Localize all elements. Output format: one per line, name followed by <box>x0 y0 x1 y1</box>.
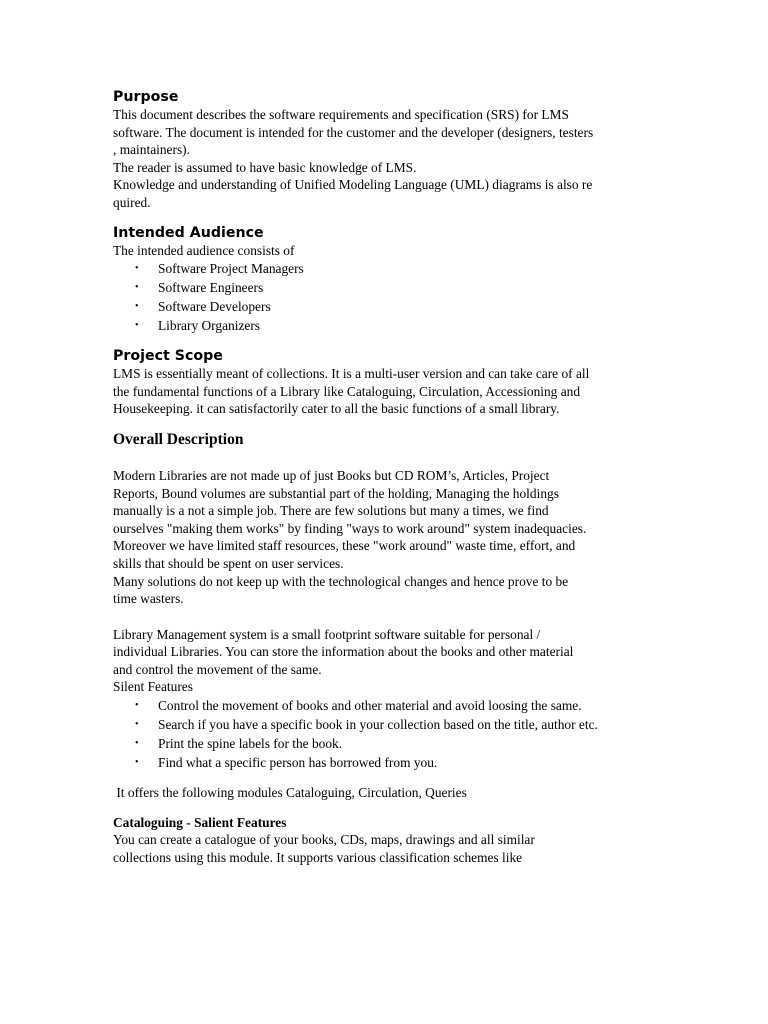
text-line: ourselves "making them works" by finding "ways to work around" system inadequacies. <box>113 520 587 536</box>
text-line: Library Management system is a small footprint software suitable for personal / <box>113 626 541 642</box>
bullet-icon: • <box>135 757 139 769</box>
bullet-icon: • <box>135 700 139 712</box>
audience-intro: The intended audience consists of <box>113 242 295 258</box>
scope-paragraph <box>113 365 658 418</box>
bullet-icon: • <box>135 738 139 750</box>
bullet-icon: • <box>135 263 139 275</box>
project-scope-heading: Project Scope <box>113 348 223 365</box>
text-line: time wasters. <box>113 591 184 607</box>
cataloguing-heading: Cataloguing - Salient Features <box>113 814 287 830</box>
text-line: collections using this module. It supports various classification schemes like <box>113 849 523 865</box>
list-item: • Software Developers <box>135 299 271 315</box>
overall-description-heading: Overall Description <box>113 430 244 448</box>
features-label: Silent Features <box>113 679 193 695</box>
text-line: Knowledge and understanding of Unified Modeling Language (UML) diagrams is also re <box>113 177 593 193</box>
overall-paragraph-2 <box>113 626 658 696</box>
text-line: skills that should be spent on user services. <box>113 555 344 571</box>
text-line: Modern Libraries are not made up of just Books but CD ROM’s, Articles, Project <box>113 467 550 483</box>
purpose-heading: Purpose <box>113 89 179 105</box>
text-line: software. The document is intended for the customer and the developer (designers, testers <box>113 124 594 140</box>
audience-list <box>113 259 658 335</box>
cataloguing-paragraph <box>113 831 658 866</box>
text-line: The reader is assumed to have basic knowledge of LMS. <box>113 159 417 175</box>
text-line: Moreover we have limited staff resources, these "work around" waste time, effort, and <box>113 538 576 554</box>
list-item: • Control the movement of books and other material and avoid loosing the same. <box>135 698 582 714</box>
list-item: • Search if you have a specific book in your collection based on the title, author etc. <box>135 717 598 733</box>
overall-paragraph-1 <box>113 467 658 608</box>
document-page <box>113 88 658 866</box>
text-line: , maintainers). <box>113 142 190 158</box>
list-item: • Library Organizers <box>135 318 260 334</box>
text-line: quired. <box>113 194 151 210</box>
list-item: • Find what a specific person has borrowed from you. <box>135 755 438 771</box>
text-line: Housekeeping. it can satisfactorily cater to all the basic functions of a small library. <box>113 401 560 417</box>
text-line: the fundamental functions of a Library like Cataloguing, Circulation, Accessioning and <box>113 383 581 399</box>
text-line: Reports, Bound volumes are substantial part of the holding, Managing the holdings <box>113 485 559 501</box>
features-list <box>113 696 658 772</box>
bullet-icon: • <box>135 719 139 731</box>
text-line: and control the movement of the same. <box>113 661 322 677</box>
list-item: • Software Engineers <box>135 280 264 296</box>
text-line: You can create a catalogue of your books, CDs, maps, drawings and all similar <box>113 832 535 848</box>
text-line: manually is a not a simple job. There are few solutions but many a times, we find <box>113 503 549 519</box>
text-line: individual Libraries. You can store the information about the books and other material <box>113 644 574 660</box>
bullet-icon: • <box>135 301 139 313</box>
bullet-icon: • <box>135 320 139 332</box>
list-item: • Software Project Managers <box>135 261 304 277</box>
list-item: • Print the spine labels for the book. <box>135 736 343 752</box>
intended-audience-heading: Intended Audience <box>113 224 264 241</box>
modules-line: It offers the following modules Cataloguing, Circulation, Queries <box>113 785 467 801</box>
text-line: This document describes the software requirements and specification (SRS) for LMS <box>113 107 569 122</box>
text-line: Many solutions do not keep up with the technological changes and hence prove to be <box>113 573 569 589</box>
purpose-paragraph <box>113 106 658 212</box>
text-line: LMS is essentially meant of collections. It is a multi-user version and can take care of all <box>113 366 590 382</box>
bullet-icon: • <box>135 282 139 294</box>
